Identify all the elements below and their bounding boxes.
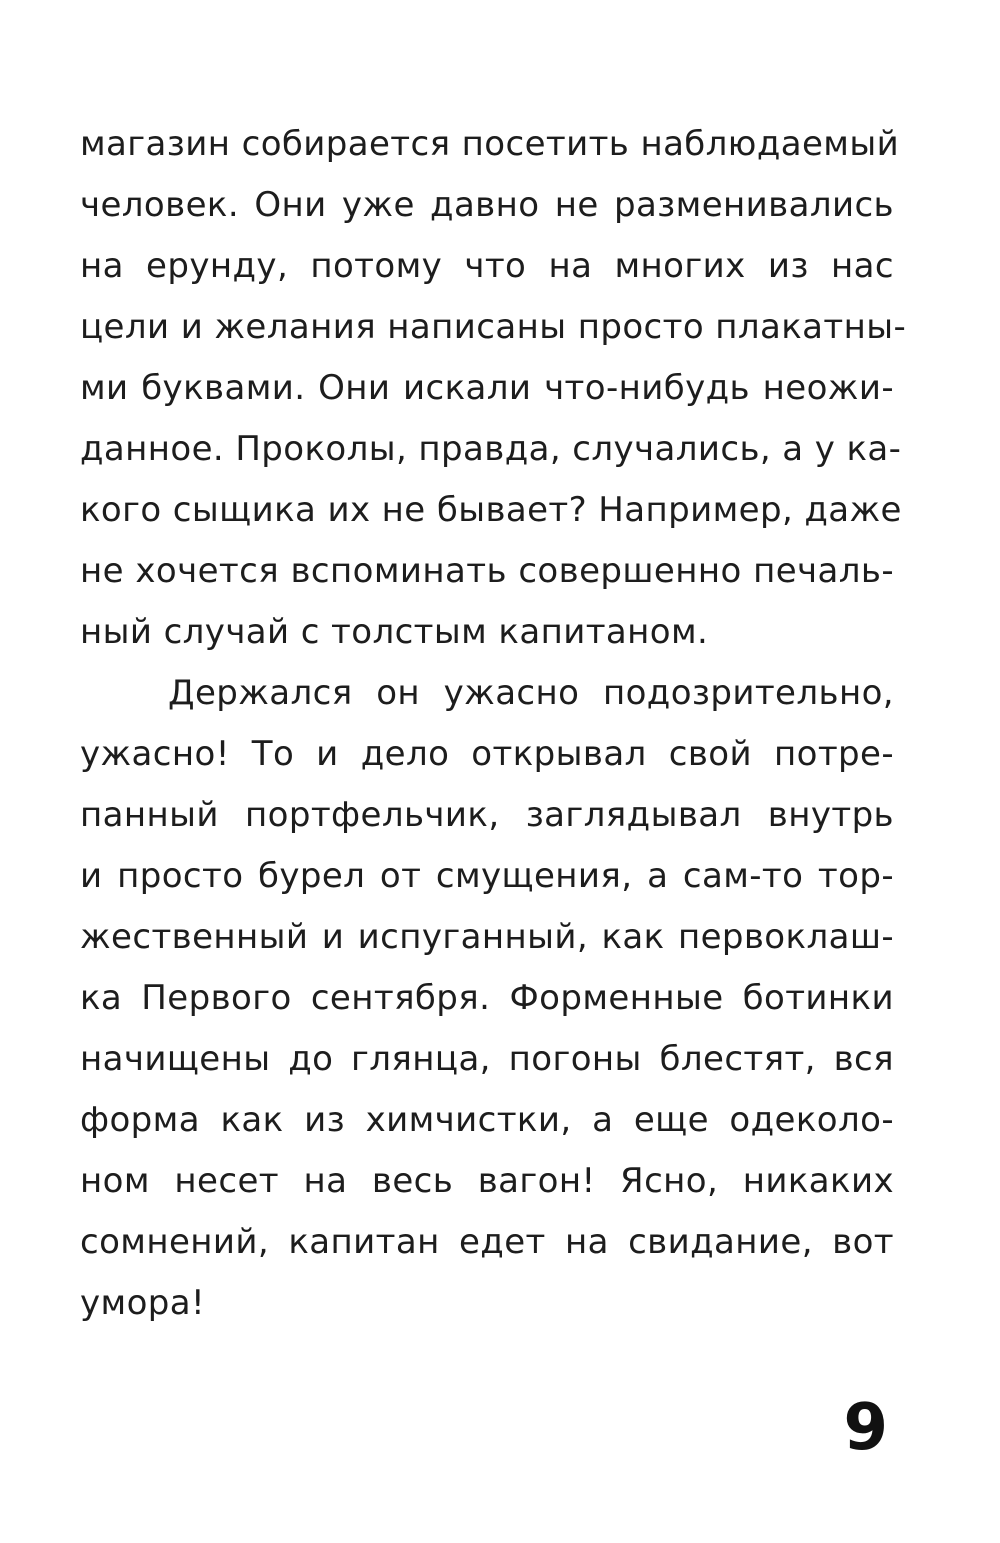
text-line: цели и желания написаны просто плакатны- <box>80 307 907 347</box>
text-line: умора! <box>80 1283 206 1323</box>
text-line: ка Первого сентября. Форменные ботинки <box>80 978 894 1018</box>
text-line: Держался он ужасно подозрительно, <box>168 673 894 713</box>
text-line: кого сыщика их не бывает? Например, даже <box>80 490 902 530</box>
text-line: магазин собирается посетить наблюдаемый <box>80 124 900 164</box>
text-line: ный случай с толстым капитаном. <box>80 612 709 652</box>
text-line: форма как из химчистки, а еще одеколо- <box>80 1100 894 1140</box>
text-line: ном несет на весь вагон! Ясно, никаких <box>80 1161 894 1201</box>
text-line: человек. Они уже давно не разменивались <box>80 185 894 225</box>
text-line: на ерунду, потому что на многих из нас <box>80 246 894 286</box>
text-line: не хочется вспоминать совершенно печаль- <box>80 551 894 591</box>
text-line: ми буквами. Они искали что-нибудь неожи- <box>80 368 894 408</box>
text-line: начищены до глянца, погоны блестят, вся <box>80 1039 894 1079</box>
text-line: и просто бурел от смущения, а сам-то тор- <box>80 856 894 896</box>
text-line: панный портфельчик, заглядывал внутрь <box>80 795 894 835</box>
page-number: 9 <box>843 1391 888 1465</box>
text-line: ужасно! То и дело открывал свой потре- <box>80 734 894 774</box>
text-line: жественный и испуганный, как первоклаш- <box>80 917 894 957</box>
body-text <box>80 114 907 1334</box>
text-line: сомнений, капитан едет на свидание, вот <box>80 1222 894 1262</box>
text-line: данное. Проколы, правда, случались, а у ка- <box>80 429 902 469</box>
